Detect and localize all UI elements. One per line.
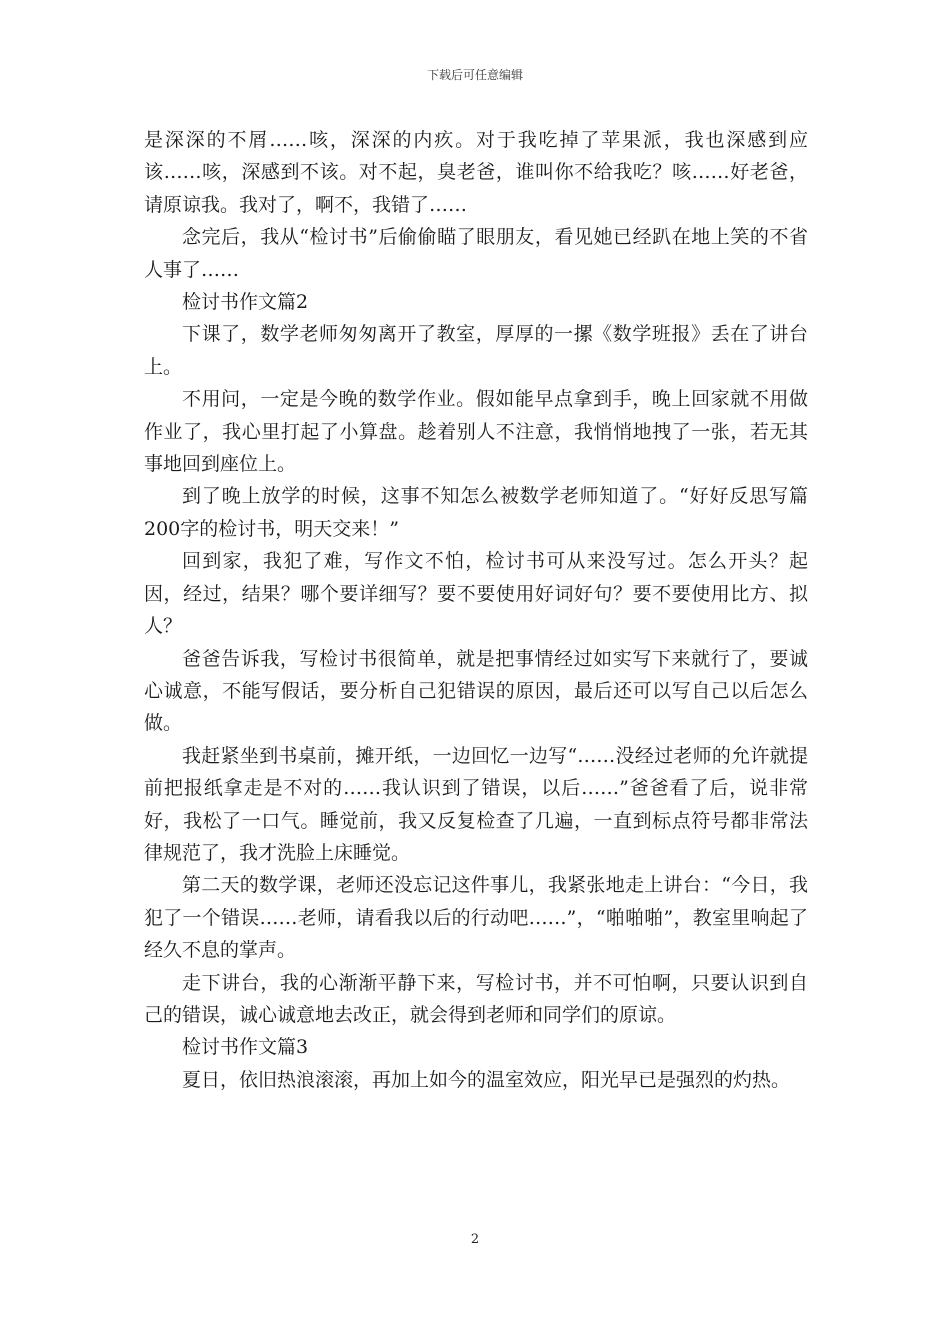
page-number: 2	[470, 1232, 480, 1247]
paragraph: 夏日，依旧热浪滚滚，再加上如今的温室效应，阳光早已是强烈的灼热。	[182, 1068, 791, 1091]
paragraph: 回到家，我犯了难，写作文不怕，检讨书可从来没写过。怎么开头？起因，经过，结果？哪个要详细写？要不要使用好词好句？要不要使用比方、拟人？	[144, 550, 808, 638]
paragraph: 走下讲台，我的心渐渐平静下来，写检讨书，并不可怕啊，只要认识到自己的错误，诚心诚意地去改正，就会得到老师和同学们的原谅。	[144, 971, 808, 1026]
paragraph: 念完后，我从“检讨书”后偷偷瞄了眼朋友，看见她已经趴在地上笑的不省人事了……	[144, 226, 808, 281]
paragraph: 不用问，一定是今晚的数学作业。假如能早点拿到手，晚上回家就不用做作业了，我心里打起了小算盘。趁着别人不注意，我悄悄地拽了一张，若无其事地回到座位上。	[144, 388, 808, 476]
section-heading: 检讨书作文篇3	[182, 1036, 309, 1059]
paragraph-continuation: 是深深的不屑……咳，深深的内疚。对于我吃掉了苹果派，我也深感到应该……咳，深感到不该。对不起，臭老爸，谁叫你不给我吃？咳……好老爸，请原谅我。我对了，啊不，我错了……	[144, 129, 808, 216]
document-body	[144, 124, 808, 1096]
paragraph: 我赶紧坐到书桌前，摊开纸，一边回忆一边写“……没经过老师的允许就提前把报纸拿走是不对的……我认识到了错误，以后……”爸爸看了后，说非常好，我松了一口气。睡觉前，我又反复检查了几遍，一直到标点符号都非常法律规范了，我才洗脸上床睡觉。	[144, 744, 808, 864]
paragraph: 到了晚上放学的时候，这事不知怎么被数学老师知道了。“好好反思写篇200字的检讨书，明天交来！”	[144, 485, 808, 540]
page-header: 下载后可任意编辑	[426, 68, 523, 82]
paragraph: 下课了，数学老师匆匆离开了教室，厚厚的一摞《数学班报》丢在了讲台上。	[144, 323, 808, 378]
paragraph: 第二天的数学课，老师还没忘记这件事儿，我紧张地走上讲台：“今日，我犯了一个错误……老师，请看我以后的行动吧……”，“啪啪啪”，教室里响起了经久不息的掌声。	[144, 874, 808, 962]
section-heading: 检讨书作文篇2	[182, 291, 309, 314]
paragraph: 爸爸告诉我，写检讨书很简单，就是把事情经过如实写下来就行了，要诚心诚意，不能写假话，要分析自己犯错误的原因，最后还可以写自己以后怎么做。	[144, 647, 808, 735]
